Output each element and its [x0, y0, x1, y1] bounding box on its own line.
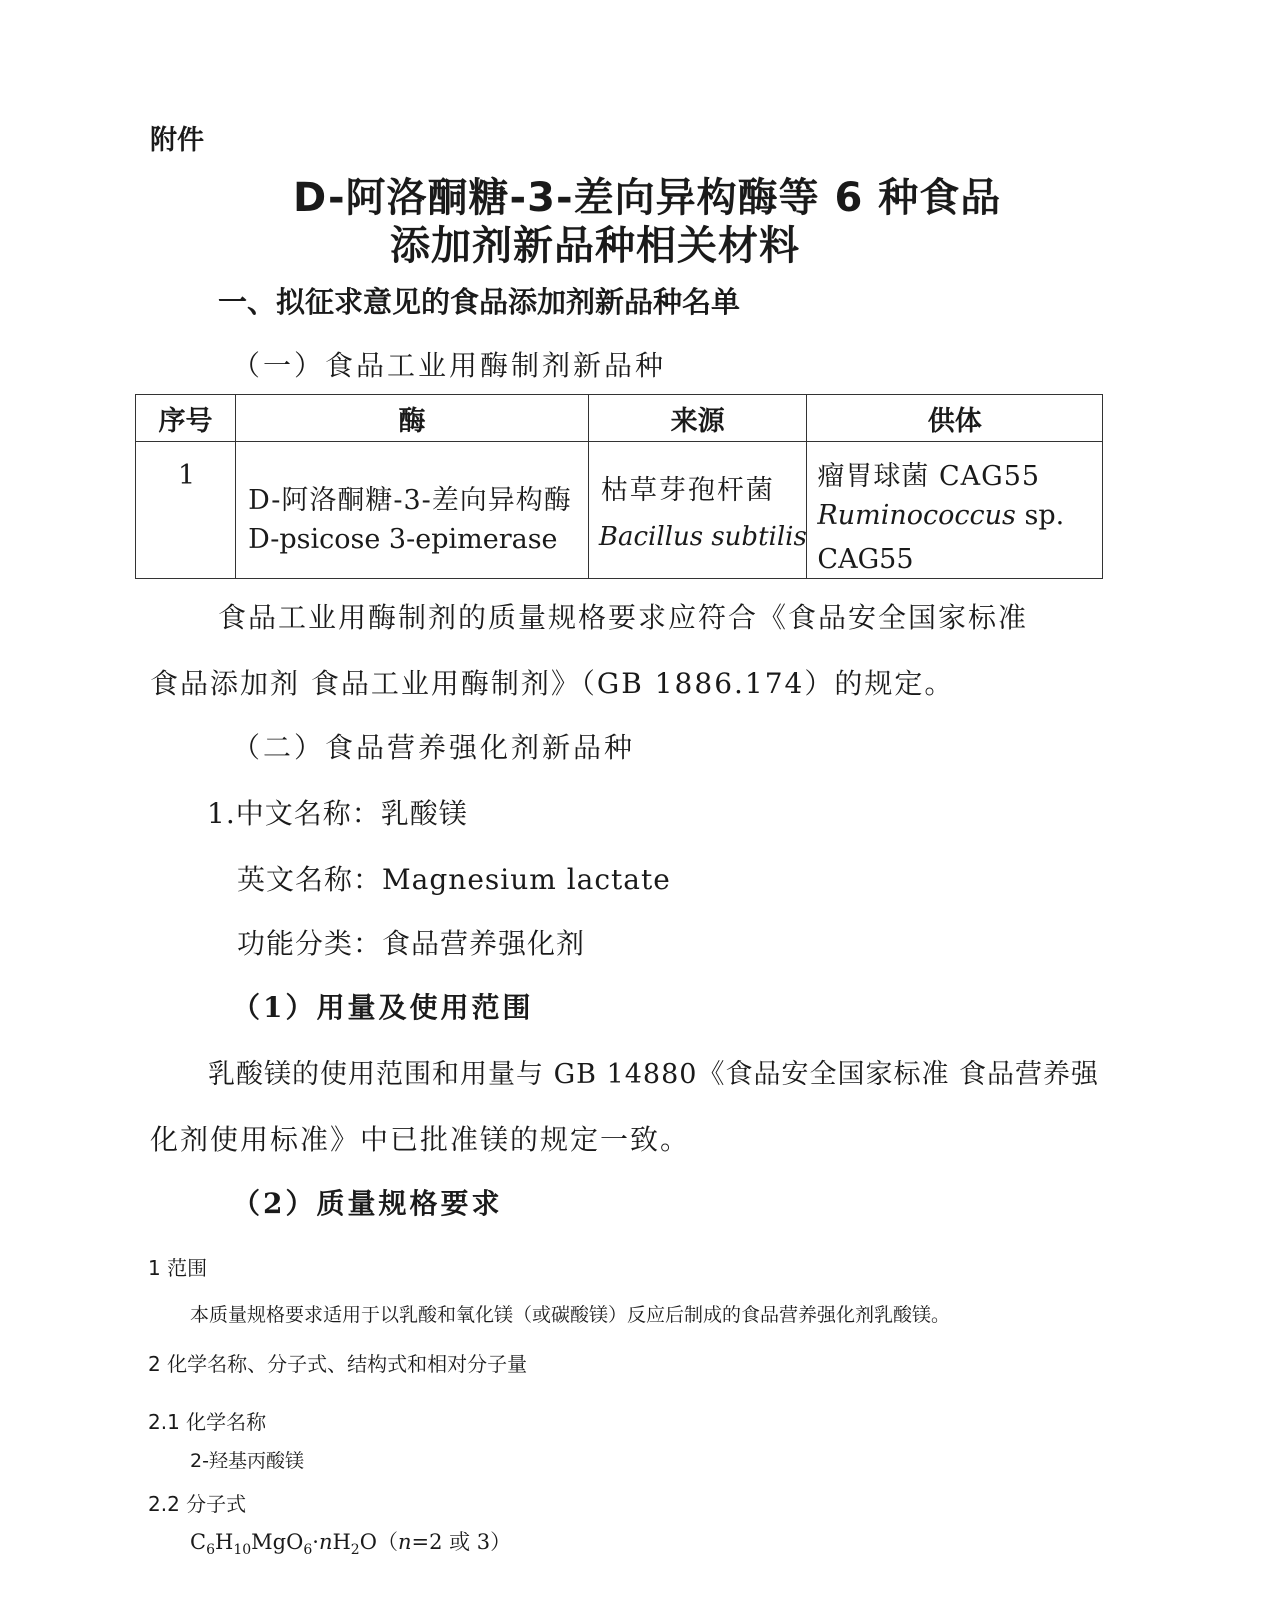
- source-chinese-name: 枯草芽孢杆菌: [600, 475, 775, 506]
- column-header-number: 序号: [136, 395, 236, 442]
- section-heading: 一、拟征求意见的食品添加剂新品种名单: [218, 285, 741, 319]
- usage-line1: 乳酸镁的使用范围和用量与 GB 14880《食品安全国家标准 食品营养强: [208, 1059, 1100, 1090]
- quality-spec-heading: （2）质量规格要求: [232, 1187, 503, 1220]
- spec-section1-body: 本质量规格要求适用于以乳酸和氧化镁（或碳酸镁）反应后制成的食品营养强化剂乳酸镁。: [190, 1304, 951, 1326]
- column-header-enzyme: 酶: [236, 395, 589, 442]
- document-title-line2: 添加剂新品种相关材料: [390, 223, 800, 269]
- donor-chinese-name: 瘤胃球菌 CAG55: [817, 461, 1041, 492]
- usage-line2: 化剂使用标准》中已批准镁的规定一致。: [150, 1123, 691, 1156]
- function-category-line: 功能分类：食品营养强化剂: [237, 927, 586, 960]
- cell-number: [136, 442, 236, 579]
- cell-donor: [807, 442, 1103, 579]
- spec-section22-heading: 2.2 分子式: [148, 1492, 247, 1516]
- donor-latin-name: [817, 500, 1064, 531]
- usage-heading: （1）用量及使用范围: [232, 991, 534, 1024]
- enzyme-note-line1: 食品工业用酶制剂的质量规格要求应符合《食品安全国家标准: [218, 601, 1029, 634]
- enzyme-note-line2: 食品添加剂 食品工业用酶制剂》（GB 1886.174）的规定。: [150, 667, 955, 700]
- spec-section1-heading: 1 范围: [148, 1256, 208, 1280]
- spec-section21-heading: 2.1 化学名称: [148, 1410, 267, 1434]
- cell-source: [588, 442, 807, 579]
- chinese-name-line: 1.中文名称：乳酸镁: [207, 797, 468, 830]
- cell-enzyme: [236, 442, 589, 579]
- donor-strain: CAG55: [817, 544, 914, 575]
- spec-section21-body: 2-羟基丙酸镁: [190, 1450, 304, 1472]
- molecular-formula: $C_6H_{10}MgO_6\cdot nH_2O(n=2$ 或 3）: [190, 1530, 512, 1559]
- column-header-donor: 供体: [807, 395, 1103, 442]
- subsection-heading-nutrients: （二）食品营养强化剂新品种: [232, 731, 636, 764]
- table-row: [136, 442, 1103, 579]
- column-header-source: 来源: [588, 395, 807, 442]
- source-latin-name: Bacillus subtilis: [598, 522, 807, 552]
- enzyme-table: [135, 394, 1103, 579]
- donor-species: sp.: [1024, 500, 1065, 531]
- table-header-row: [136, 395, 1103, 442]
- attachment-label: 附件: [150, 125, 204, 156]
- document-title-line1: D-阿洛酮糖-3-差向异构酶等 6 种食品: [293, 175, 1002, 221]
- enzyme-chinese-name: D-阿洛酮糖-3-差向异构酶: [248, 485, 572, 516]
- row-number: 1: [178, 460, 196, 491]
- english-name-line: 英文名称：Magnesium lactate: [237, 863, 671, 896]
- subsection-heading-enzymes: （一）食品工业用酶制剂新品种: [232, 349, 667, 382]
- donor-genus: Ruminococcus: [817, 500, 1016, 531]
- spec-section2-heading: 2 化学名称、分子式、结构式和相对分子量: [148, 1352, 528, 1376]
- enzyme-english-name: D-psicose 3-epimerase: [248, 524, 558, 555]
